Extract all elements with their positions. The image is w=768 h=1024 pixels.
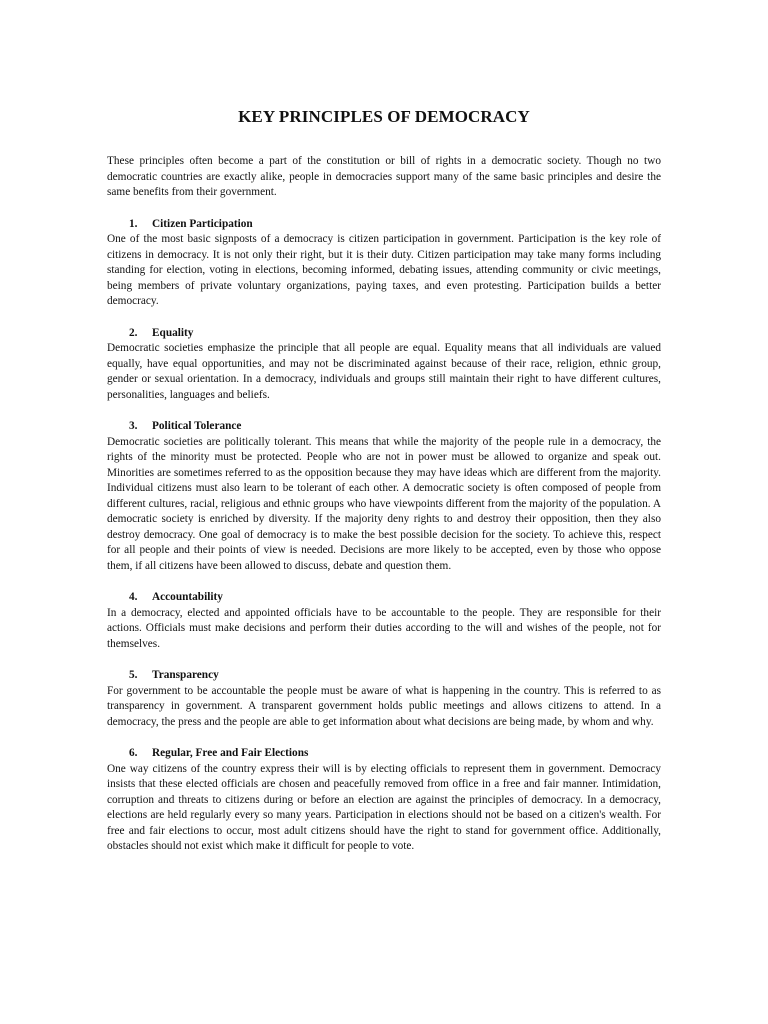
section-heading [107,590,661,606]
section-equality [107,326,661,404]
section-number: 1. [129,217,138,230]
document-title: KEY PRINCIPLES OF DEMOCRACY [238,107,530,126]
section-title: Regular, Free and Fair Elections [152,747,309,759]
section-title: Transparency [152,669,219,681]
section-number: 4. [129,591,138,603]
section-body: Democratic societies emphasize the principle that all people are equal. Equality means that all individuals are valued equally, have equal opportunities, and may not be discriminated against because of their race, religion, ethnic group, gender or sexual orientation. In a democracy, individuals and groups still maintain their right to have different cultures, personalities, languages and beliefs. [107,342,661,401]
section-body: One of the most basic signposts of a democracy is citizen participation in government. Participation is the key role of citizens in democracy. It is not only their right, but it is their duty. Citizen participation may take many forms including standing for election, voting in elections, becoming informed, debating issues, attending community or civic meetings, being members of private voluntary organizations, paying taxes, and even protesting. Participation builds a better democracy. [107,233,661,307]
section-elections [107,746,661,855]
section-title: Political Tolerance [152,420,242,432]
section-heading [107,326,661,342]
section-citizen-participation [107,217,661,310]
section-heading [107,217,661,233]
section-political-tolerance [107,419,661,574]
section-heading [107,746,661,762]
section-body: Democratic societies are politically tolerant. This means that while the majority of the people rule in a democracy, the rights of the minority must be protected. People who are not in power must be allowed to organize and speak out. Minorities are sometimes referred to as the opposition because they may have ideas which are different from the majority. Individual citizens must also learn to be tolerant of each other. A democratic society is often composed of people from different cultures, racial, religious and ethnic groups who have viewpoints different from the majority of the population. A democratic society is enriched by diversity. If the majority deny rights to and destroy their opposition, then they also destroy democracy. One goal of democracy is to make the best possible decision for the society. To achieve this, respect for all people and their points of view is needed. Decisions are more likely to be accepted, even by those who oppose them, if all citizens have been allowed to discuss, debate and question them. [107,435,661,572]
document-page [107,106,661,871]
section-body: In a democracy, elected and appointed officials have to be accountable to the people. They are responsible for their actions. Officials must make decisions and perform their duties according to the will and wishes of the people, not for themselves. [107,606,661,650]
section-number: 3. [129,420,138,432]
section-heading [107,419,661,435]
intro-paragraph: These principles often become a part of the constitution or bill of rights in a democratic society. Though no two democratic countries are exactly alike, people in democracies support many of the same basic principles and desire the same benefits from their government. [107,155,661,198]
section-title: Equality [152,326,194,339]
section-accountability [107,590,661,652]
section-body: For government to be accountable the people must be aware of what is happening in the country. This is referred to as transparency in government. A transparent government holds public meetings and allows citizens to attend. In a democracy, the press and the people are able to get information about what decisions are being made, by whom and why. [107,684,661,728]
section-number: 6. [129,747,138,759]
section-body: One way citizens of the country express their will is by electing officials to represent them in government. Democracy insists that these elected officials are chosen and peacefully removed from office in a free and fair manner. Intimidation, corruption and threats to citizens during or before an election are against the principles of democracy. In a democracy, elections are held regularly every so many years. Participation in elections should not be based on a citizen's wealth. For free and fair elections to occur, most adult citizens should have the right to stand for government office. Additionally, obstacles should not exist which make it difficult for people to vote. [107,762,661,852]
section-title: Accountability [152,591,223,603]
section-number: 2. [129,326,138,339]
section-number: 5. [129,669,138,681]
section-heading [107,668,661,684]
section-title: Citizen Participation [152,217,253,230]
section-transparency [107,668,661,730]
